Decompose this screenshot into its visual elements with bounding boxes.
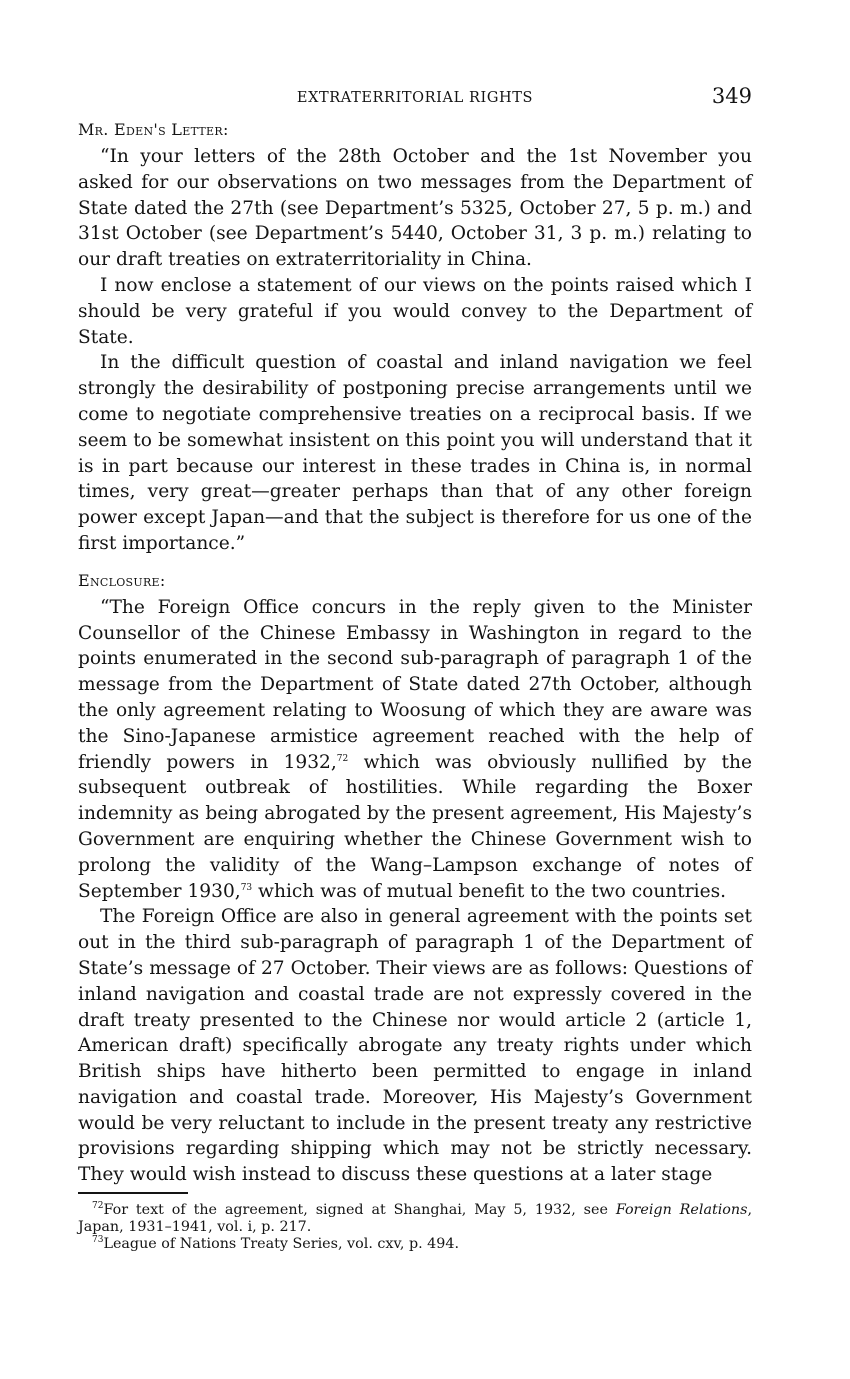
page-header [78,84,752,114]
page-number: 349 [711,84,752,108]
footnote-72 [78,1202,752,1236]
running-head: EXTRATERRITORIAL RIGHTS [296,90,534,106]
enclosure-p1-text-b: which was obviously nullified by the subsequent outbreak of hostilities. While regarding the Boxer indemnity as being abrogated by the present agreement, His Majesty’s Government are enquiring whether the Chinese Government wish to prolong the validity of the Wang–Lampson exchange of notes of September 1930, [78,751,752,902]
enclosure-p1-text-c: which was of mutual benefit to the two countries. [252,880,727,902]
footnotes [78,1202,752,1253]
body-text [78,120,752,1188]
document-page [78,84,752,1253]
letter-paragraph-3: In the difficult question of coastal and inland navigation we feel strongly the desirability of postponing precise arrangements until we come to negotiate comprehensive treaties on a reciprocal basis. If we seem to be somewhat insistent on this point you will understand that it is in part because our interest in these trades in China is, in normal times, very great—greater perhaps than that of any other foreign power except Japan—and that the subject is therefore for us one of the first importance.” [78,352,752,554]
letter-paragraph-2: I now enclose a statement of our views on the points raised which I should be very grateful if you would convey to the Department of State. [78,274,752,348]
enclosure-paragraph-2: The Foreign Office are also in general agreement with the points set out in the third sub-paragraph of paragraph 1 of the Department of State’s message of 27 October. Their views are as follows: Questions of inland navigation and coastal trade are not expressly covered in the draft treaty presented to the Chinese nor would article 2 (article 1, American draft) specifically abrogate any treaty rights under which British ships have hitherto been permitted to engage in inland navigation and coastal trade. Moreover, His Majesty’s Government would be very reluctant to include in the present treaty any restrictive provisions regarding shipping which may not be strictly necessary. They would wish instead to discuss these questions at a later stage [78,906,752,1186]
footnote-divider [78,1192,188,1194]
footnote-mark-73: 73 [92,1235,104,1246]
footnote-72-italic: Foreign Relations [615,1202,748,1219]
footnote-73 [78,1236,752,1253]
footnote-72-text-b: , Japan, 1931–1941, vol. i, p. 217. [78,1202,753,1236]
footnote-mark-72: 72 [92,1201,104,1212]
footnote-ref-72: 72 [336,753,349,764]
footnote-73-text: League of Nations Treaty Series, vol. cxv, p. 494. [103,1236,460,1253]
enclosure-paragraph-1 [78,595,752,905]
letter-paragraph-1: “In your letters of the 28th October and the 1st November you asked for our observations on two messages from the Department of State dated the 27th (see Department’s 5325, October 27, 5 p. m.) and 31st October (see Department’s 5440, October 31, 3 p. m.) relating to our draft treaties on extraterritoriality in China. [78,146,752,271]
footnote-ref-73: 73 [240,882,253,893]
enclosure-heading: Enclosure: [78,570,166,590]
footnote-72-text-a: For text of the agreement, signed at Shanghai, May 5, 1932, see [103,1202,616,1219]
letter-heading: Mr. Eden's Letter: [78,120,229,139]
enclosure-p1-text-a: “The Foreign Office concurs in the reply given to the Minister Counsellor of the Chinese Embassy in Washington in regard to the points enumerated in the second sub-paragraph of paragraph 1 of the message from the Department of State dated 27th October, although the only agreement relating to Woosung of which they are aware was the Sino-Japanese armistice agreement reached with the help of friendly powers in 1932, [78,596,752,773]
